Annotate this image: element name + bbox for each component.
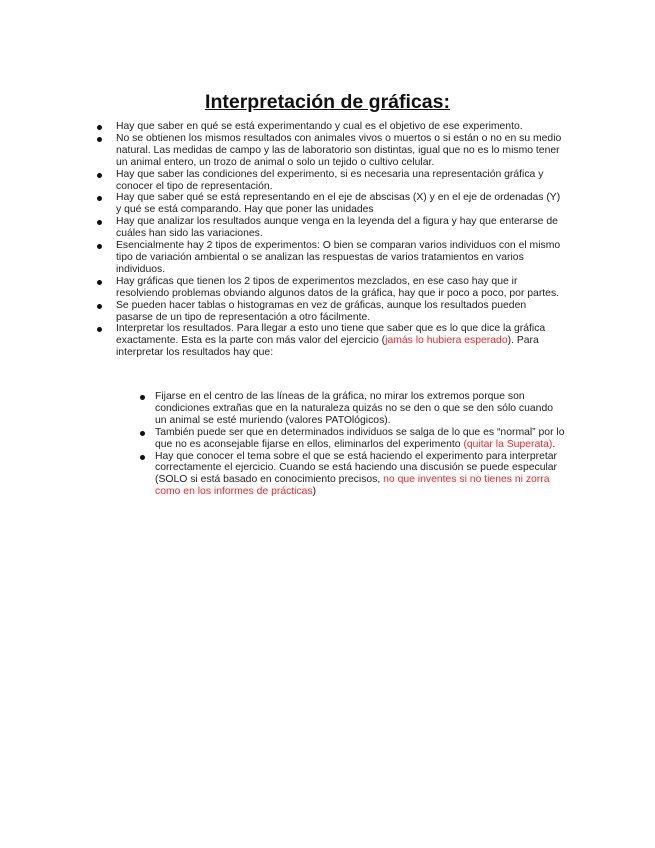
text-segment: Hay que analizar los resultados aunque venga en la leyenda del a figura y hay que enterarse de: [116, 216, 558, 228]
text-line: [116, 216, 596, 228]
text-line: [155, 439, 599, 451]
text-segment: .: [552, 438, 556, 450]
list-item: [96, 192, 596, 216]
bullet-icon: [140, 455, 145, 460]
bullet-icon: [140, 395, 145, 400]
text-line: [116, 133, 596, 145]
bullet-icon: [97, 327, 102, 332]
text-segment: que no es aconsejable fijarse en ellos, eliminarlos del experimento: [155, 438, 464, 450]
text-line: [116, 228, 596, 240]
text-segment: Interpretar los resultados. Para llegar a esto uno tiene que saber que es lo que dice la gráfica: [116, 323, 546, 335]
text-line: [155, 403, 599, 415]
bullet-icon: [97, 244, 102, 249]
bullet-icon: [97, 125, 102, 130]
list-item: [96, 276, 596, 300]
list-item: [96, 300, 596, 324]
text-line: [116, 300, 596, 312]
text-segment: pasarse de un tipo de representación a otro fácilmente.: [116, 311, 371, 323]
text-segment: Hay gráficas que tienen los 2 tipos de experimentos mezclados, en ese caso hay que ir: [116, 275, 518, 287]
bullet-icon: [97, 137, 102, 142]
bullet-icon: [97, 280, 102, 285]
text-segment: un animal entero, un trozo de animal o solo un tejido o cultivo celular.: [116, 156, 435, 168]
text-segment: correctamente el ejercicio. Cuando se está haciendo una discusión se puede especular: [155, 462, 558, 474]
text-segment: natural. Las medidas de campo y las de laboratorio son distintas, igual que no es lo mismo tener: [116, 144, 560, 156]
text-segment: No se obtienen los mismos resultados con animales vivos o muertos o si están o no en su medio: [116, 132, 562, 144]
text-line: [116, 181, 596, 193]
bullet-icon: [97, 304, 102, 309]
text-line: [155, 427, 599, 439]
bullet-icon: [97, 220, 102, 225]
text-line: [116, 121, 596, 133]
bullet-icon: [140, 431, 145, 436]
text-line: [116, 288, 596, 300]
text-line: [116, 252, 596, 264]
highlighted-text: como en los informes de prácticas: [155, 486, 313, 498]
text-segment: interpretar los resultados hay que:: [116, 347, 274, 359]
text-line: [116, 145, 596, 157]
text-segment: Hay que saber en qué se está experimentando y cual es el objetivo de ese experimento.: [116, 121, 523, 132]
text-line: [116, 192, 596, 204]
text-segment: Hay que conocer el tema sobre el que se está haciendo el experimento para interpretar: [155, 450, 558, 462]
text-line: [116, 240, 596, 252]
text-segment: y qué se está comparando. Hay que poner las unidades: [116, 204, 374, 216]
text-line: [155, 474, 599, 486]
text-segment: ): [312, 486, 317, 498]
highlighted-text: no que inventes si no tienes ni zorra: [383, 474, 550, 486]
text-segment: conocer el tipo de representación.: [116, 180, 273, 192]
text-segment: cuáles han sido las variaciones.: [116, 228, 263, 240]
list-item: [96, 240, 596, 276]
text-line: [155, 486, 599, 498]
text-line: [155, 451, 599, 463]
page-title: Interpretación de gráficas:: [205, 91, 450, 114]
text-segment: Hay que saber las condiciones del experimento, si es necesaria una representación gráfica y: [116, 168, 544, 180]
sub-bullet-list: [139, 391, 599, 498]
text-segment: un animal se esté muriendo (valores PATOlógicos).: [155, 414, 391, 426]
bullet-icon: [97, 173, 102, 178]
text-line: [116, 323, 596, 335]
text-segment: exactamente. Esta es la parte con más valor del ejercicio (: [116, 335, 386, 347]
list-item: [139, 391, 599, 427]
text-line: [116, 169, 596, 181]
text-segment: condiciones extrañas que en la naturaleza quizás no se den o que se den sólo cuando: [155, 402, 554, 414]
bullet-icon: [97, 196, 102, 201]
text-segment: Fijarse en el centro de las líneas de la gráfica, no mirar los extremos porque son: [155, 391, 525, 402]
text-segment: Esencialmente hay 2 tipos de experimentos: O bien se comparan varios individuos con el mismo: [116, 240, 561, 252]
text-line: [155, 462, 599, 474]
text-segment: tipo de variación ambiental o se analizan las respuestas de varios tratamientos en varios: [116, 251, 524, 263]
text-segment: Hay que saber qué se está representando en el eje de abscisas (X) y en el eje de ordenadas (Y): [116, 192, 561, 204]
list-item: [96, 323, 596, 359]
highlighted-text: jamás lo hubiera esperado: [385, 335, 508, 347]
text-segment: ). Para: [507, 335, 539, 347]
list-item: [139, 427, 599, 451]
text-segment: (SOLO si está basado en conocimiento precisos,: [155, 474, 384, 486]
list-item: [96, 133, 596, 169]
text-line: [155, 415, 599, 427]
text-segment: resolviendo problemas obviando algunos datos de la gráfica, hay que ir poco a poco, por partes.: [116, 287, 560, 299]
text-line: [116, 312, 596, 324]
text-line: [116, 204, 596, 216]
text-segment: También puede ser que en determinados individuos se salga de lo que es “normal” por lo: [155, 426, 565, 438]
text-line: [116, 347, 596, 359]
text-line: [116, 335, 596, 347]
text-segment: Se pueden hacer tablas o histogramas en vez de gráficas, aunque los resultados pueden: [116, 299, 527, 311]
text-line: [116, 157, 596, 169]
text-segment: individuos.: [116, 263, 166, 275]
text-line: [155, 391, 599, 403]
text-line: [116, 276, 596, 288]
list-item: [139, 451, 599, 499]
list-item: [96, 121, 596, 133]
list-item: [96, 169, 596, 193]
highlighted-text: (quitar la Superata): [463, 438, 553, 450]
text-line: [116, 264, 596, 276]
main-bullet-list: [96, 121, 596, 359]
list-item: [96, 216, 596, 240]
